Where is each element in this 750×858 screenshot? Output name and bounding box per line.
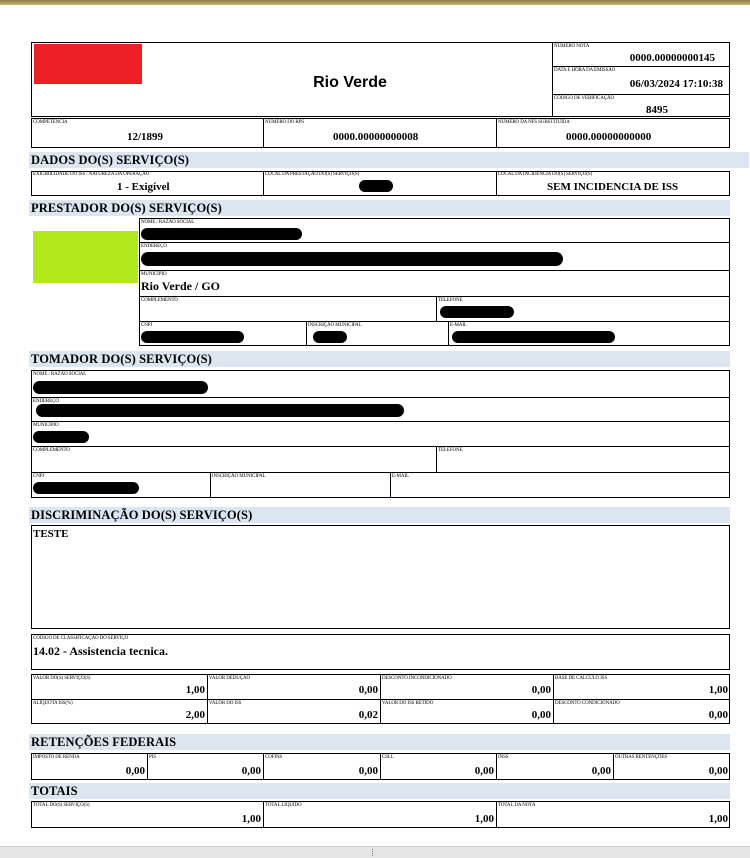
desconto-cond: 0,00: [708, 709, 728, 721]
codigo-verificacao-label: CÓDIGO DE VERIFICAÇÃO: [554, 96, 615, 101]
redacted-tomador-nome: [33, 381, 208, 394]
outras-value: 0,00: [708, 765, 728, 777]
total-liquido-label: TOTAL LÍQUIDO: [265, 803, 302, 808]
tomador-cnpj-label: CNPJ: [33, 474, 45, 479]
valor-servicos: 1,00: [185, 684, 205, 696]
prestador-cnpj-label: CNPJ: [141, 323, 153, 328]
cofins-label: COFINS: [265, 755, 283, 760]
redacted-tomador-municipio: [33, 431, 89, 443]
total-servicos: 1,00: [241, 813, 261, 825]
section-totais: TOTAIS: [29, 783, 730, 799]
redacted-tomador-endereco: [36, 404, 404, 417]
prestador-endereco-label: ENDEREÇO: [141, 244, 167, 249]
discriminacao-text: TESTE: [33, 528, 69, 540]
ir-label: IMPOSTO DE RENDA: [33, 755, 80, 760]
prestador-telefone-label: TELEFONE: [438, 298, 463, 303]
valor-iss: 0,02: [358, 709, 378, 721]
horizontal-scrollbar[interactable]: [0, 846, 750, 858]
tomador-inscricao-label: INSCRIÇÃO MUNICIPAL: [212, 474, 266, 479]
base-calculo: 1,00: [708, 684, 728, 696]
desconto-incond-label: DESCONTO INCONDICIONADO: [382, 676, 452, 681]
nfs-substituida: 0000.00000000000: [566, 131, 652, 143]
cofins-value: 0,00: [358, 765, 378, 777]
data-emissao-label: DATA E HORA DA EMISSÃO: [554, 68, 616, 73]
section-tomador: TOMADOR DO(S) SERVIÇO(S): [29, 351, 730, 367]
inss-label: INSS: [498, 755, 509, 760]
redacted-prestador-email: [452, 331, 615, 343]
section-prestador: PRESTADOR DO(S) SERVIÇO(S): [29, 200, 730, 216]
redacted-prestador-cnpj: [141, 331, 244, 343]
local-prestacao-label: LOCAL DA PRESTAÇÃO DO(S) SERVIÇO(S): [265, 172, 360, 177]
discriminacao-box: [31, 525, 730, 629]
local-incidencia-label: LOCAL DA INCIDÊNCIA DO(S) SERVIÇO(S): [498, 172, 593, 177]
total-liquido: 1,00: [474, 813, 494, 825]
desconto-incond: 0,00: [531, 684, 551, 696]
prestador-inscricao-label: INSCRIÇÃO MUNICIPAL: [308, 323, 362, 328]
codigo-verificacao: 8495: [646, 104, 668, 116]
redacted-local-prestacao: [359, 180, 393, 192]
numero-nota: 0000.00000000145: [629, 52, 715, 64]
tomador-endereco-label: ENDEREÇO: [33, 399, 59, 404]
exigibilidade: 1 - Exigível: [117, 181, 170, 193]
total-nota-label: TOTAL DA NOTA: [498, 803, 536, 808]
exigibilidade-label: EXIGIBILIDADE DO ISS / NATUREZA DA OPERAÇÃO: [33, 172, 150, 177]
city-logo: [34, 44, 142, 84]
csll-value: 0,00: [474, 765, 494, 777]
section-discriminacao: DISCRIMINAÇÃO DO(S) SERVIÇO(S): [29, 507, 730, 523]
numero-rps-label: NÚMERO DO RPS: [265, 120, 304, 125]
redacted-prestador-nome: [141, 228, 302, 240]
section-dados-servico: DADOS DO(S) SERVIÇO(S): [29, 152, 749, 168]
iss-retido: 0,00: [531, 709, 551, 721]
valor-servicos-label: VALOR DO(S) SERVIÇO(S): [33, 676, 91, 681]
numero-rps: 0000.00000000008: [333, 131, 419, 143]
codigo-label: CÓDIGO DE CLASSIFICAÇÃO DO SERVIÇO: [33, 636, 129, 641]
pis-value: 0,00: [241, 765, 261, 777]
codigo-value: 14.02 - Assistencia tecnica.: [33, 644, 168, 658]
outras-label: OUTRAS RENTENÇÕES: [615, 755, 668, 760]
total-nota: 1,00: [708, 813, 728, 825]
aliquota: 2,00: [185, 709, 205, 721]
prestador-logo: [33, 231, 138, 283]
tomador-email-label: E-MAIL: [392, 474, 409, 479]
redacted-tomador-cnpj: [33, 482, 139, 494]
valor-deducao: 0,00: [358, 684, 378, 696]
section-retencoes: RETENÇÕES FEDERAIS: [29, 734, 730, 750]
total-servicos-label: TOTAL DO(S) SERVIÇO(S): [33, 803, 90, 808]
prestador-municipio-label: MUNICÍPIO: [141, 272, 167, 277]
window-top-border: [0, 0, 750, 5]
scroll-grip-icon[interactable]: [372, 849, 376, 856]
numero-nota-label: NÚMERO NOTA: [554, 44, 590, 49]
local-incidencia: SEM INCIDENCIA DE ISS: [547, 181, 679, 193]
ir-value: 0,00: [125, 765, 145, 777]
tomador-complemento-label: COMPLEMENTO: [33, 448, 70, 453]
tomador-nome-label: NOME / RAZÃO SOCIAL: [33, 372, 87, 377]
redacted-prestador-endereco: [141, 252, 563, 266]
valor-deducao-label: VALOR DEDUÇÃO: [209, 676, 250, 681]
desconto-cond-label: DESCONTO CONDICIONADO: [555, 701, 620, 706]
csll-label: CSLL: [382, 755, 394, 760]
tomador-telefone-label: TELEFONE: [438, 448, 463, 453]
pis-label: PIS: [149, 755, 156, 760]
base-calculo-label: BASE DE CÁLCULO ISS: [555, 676, 608, 681]
data-emissao: 06/03/2024 17:10:38: [629, 78, 723, 90]
prestador-email-label: E-MAIL: [450, 323, 467, 328]
aliquota-label: ALÍQUOTA ISS(%): [33, 701, 73, 706]
iss-retido-label: VALOR DO ISS RETIDO: [382, 701, 434, 706]
nfs-substituida-label: NÚMERO DA NFS SUBSTITUÍDA: [498, 120, 570, 125]
prestador-nome-label: NOME / RAZÃO SOCIAL: [141, 220, 195, 225]
prestador-complemento-label: COMPLEMENTO: [141, 298, 178, 303]
prestador-municipio: Rio Verde / GO: [141, 279, 221, 293]
redacted-prestador-inscricao: [313, 331, 347, 343]
competencia-label: COMPETÊNCIA: [33, 120, 68, 125]
valor-iss-label: VALOR DO ISS: [209, 701, 242, 706]
competencia: 12/1899: [127, 131, 164, 143]
city-name: Rio Verde: [313, 74, 387, 91]
tomador-municipio-label: MUNICÍPIO: [33, 423, 59, 428]
inss-value: 0,00: [591, 765, 611, 777]
redacted-prestador-telefone: [440, 306, 514, 318]
